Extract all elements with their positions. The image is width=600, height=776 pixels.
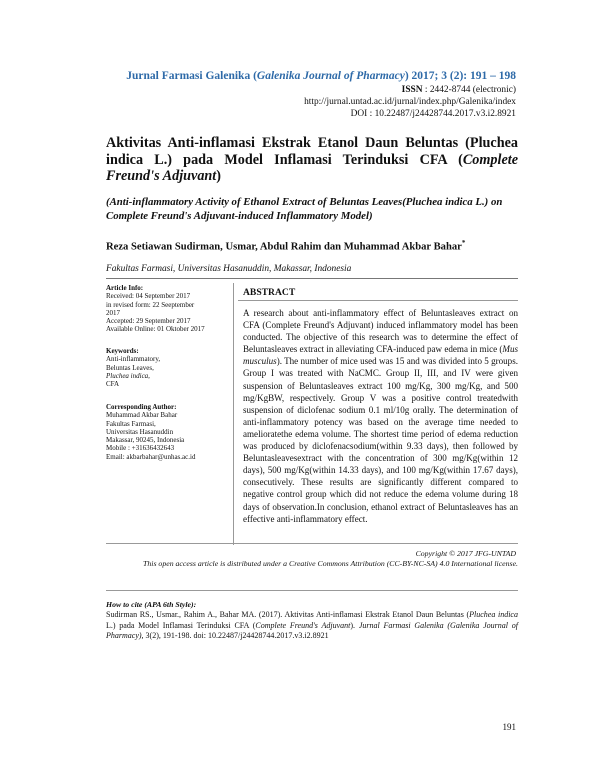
abstract-species: Mus musculus bbox=[243, 344, 518, 367]
keywords bbox=[106, 347, 230, 388]
keyword-item: Pluchea indica, bbox=[106, 371, 150, 380]
abstract-part-1: A research about anti-inflammatory effect of Beluntasleaves extract on CFA (Complete Freund's Adjuvant) induced inflammatory model has been conducted. The objective of this research was to determine the effect of Beluntasleaves extract in alleviating CFA-induced paw edema in mice ( bbox=[243, 308, 518, 355]
abstract-heading: ABSTRACT bbox=[243, 287, 296, 298]
cite-part-1: Sudirman RS., Usmar., Rahim A., Bahar MA. (2017). Aktivitas Anti-inflamasi Ekstrak Etanol Daun Beluntas ( bbox=[106, 610, 470, 619]
corresponding-line: Fakultas Farmasi, bbox=[106, 419, 156, 428]
corresponding-line: Mobile : +31636432643 bbox=[106, 444, 175, 453]
page-number: 191 bbox=[502, 722, 516, 732]
author-list bbox=[106, 239, 465, 253]
journal-url[interactable]: http://jurnal.untad.ac.id/jurnal/index.php/Galenika/index bbox=[304, 97, 516, 107]
cite-journal: Jurnal Farmasi Galenika (Galenika Journal of Pharmacy), bbox=[106, 620, 518, 641]
divider bbox=[106, 590, 518, 591]
abstract-divider bbox=[238, 300, 518, 301]
column-divider bbox=[233, 283, 234, 545]
abstract-part-2: ). The number of mice used was 15 and was divided into 5 groups. Group I was treated with NaCMC. Group II, III, and IV were given suspension of Beluntasleaves extract 100 mg/Kg, 300 mg/Kg, and 500 mg/KgBW, respectively. Group V was a positive control treatedwith suspension of diclofenac sodium 0.1 ml/10g orally. The determination of anti-inflammatory potency was based on the average time needed to amelioratethe edema volume. The shortest time period of edema reduction was produced by diclofenacsodium(within 9.33 days), then followed by Beluntasleavesextract with the concentration of 300 mg/Kg(within 12 days), 500 mg/Kg(within 14.33 days), and 100 mg/Kg(within 17.67 days), consecutively. These results are significantly different compared to negative control group which did not reduce the edema volume during 18 days of observation.In conclusion, ethanol extract of Beluntasleaves has an effective anti-inflammatory effect. bbox=[243, 356, 518, 524]
article-info bbox=[106, 284, 230, 334]
cite-part-3: ). bbox=[350, 620, 359, 630]
received-date: Received: 04 September 2017 bbox=[106, 292, 191, 301]
journal-name-en: Galenika Journal of Pharmacy bbox=[256, 70, 405, 82]
license-text: This open access article is distributed under a Creative Commons Attribution (CC-BY-NC-SA) 4.0 International license. bbox=[143, 559, 518, 568]
paper-title bbox=[106, 135, 518, 185]
accepted-date: Accepted: 29 September 2017 bbox=[106, 317, 191, 326]
article-info-heading: Article Info: bbox=[106, 284, 144, 292]
title-main: Aktivitas Anti-inflamasi Ekstrak Etanol Daun Beluntas (Pluchea indica L.) pada Model Inflamasi Terinduksi CFA ( bbox=[106, 135, 518, 168]
affiliation: Fakultas Farmasi, Universitas Hasanuddin, Makassar, Indonesia bbox=[106, 264, 352, 274]
title-close: ) bbox=[216, 168, 221, 184]
divider bbox=[106, 278, 518, 279]
issn-line bbox=[402, 85, 516, 95]
cite-heading: How to cite (APA 6th Style): bbox=[106, 600, 197, 609]
issn-value: : 2442-8744 (electronic) bbox=[424, 85, 516, 95]
journal-volume: ) 2017; 3 (2): 191 – 198 bbox=[404, 70, 516, 82]
cite-part-4: 3(2), 191-198. doi: 10.22487/j24428744.2017.v3.i2.8921 bbox=[143, 631, 329, 641]
keywords-heading: Keywords: bbox=[106, 347, 139, 355]
keyword-item: CFA bbox=[106, 380, 120, 389]
cite-species: Pluchea indica bbox=[469, 610, 518, 619]
title-italic: Complete Freund's Adjuvant bbox=[106, 151, 518, 184]
corresponding-line: Muhammad Akbar Bahar bbox=[106, 411, 178, 420]
corresponding-line: Makassar, 90245, Indonesia bbox=[106, 436, 185, 445]
issn-label: ISSN bbox=[401, 85, 423, 95]
online-date: Available Online: 01 Oktober 2017 bbox=[106, 325, 205, 334]
keyword-item: Beluntas Leaves, bbox=[106, 363, 154, 372]
cite-cfa: Complete Freund's Adjuvant bbox=[255, 620, 351, 630]
corresponding-line: Universitas Hasanuddin bbox=[106, 427, 174, 436]
citation-text bbox=[106, 610, 518, 642]
keyword-item: Anti-inflammatory, bbox=[106, 355, 161, 364]
journal-citation-header: Jurnal Farmasi Galenika (Galenika Journal of Pharmacy) 2017; 3 (2): 191 – 198 bbox=[126, 70, 516, 82]
corresponding-email[interactable]: Email: akbarbahar@unhas.ac.id bbox=[106, 452, 196, 461]
doi[interactable]: DOI : 10.22487/j24428744.2017.v3.i2.8921 bbox=[350, 109, 516, 119]
revised-year: 2017 bbox=[106, 308, 120, 317]
author-names: Reza Setiawan Sudirman, Usmar, Abdul Rahim dan Muhammad Akbar Bahar bbox=[106, 241, 462, 253]
paper-title-english: (Anti-inflammatory Activity of Ethanol Extract of Beluntas Leaves(Pluchea indica L.) on Complete Freund's Adjuvant-induced Inflammatory Model) bbox=[106, 196, 503, 222]
abstract-text bbox=[243, 307, 518, 525]
corresponding-heading: Corresponding Author: bbox=[106, 403, 177, 411]
journal-name: Jurnal Farmasi Galenika bbox=[126, 70, 251, 82]
cite-part-2: L.) pada Model Inflamasi Terinduksi CFA ( bbox=[106, 620, 256, 630]
divider bbox=[106, 543, 518, 544]
copyright: Copyright © 2017 JFG-UNTAD bbox=[415, 549, 516, 558]
corresponding-author bbox=[106, 403, 230, 461]
corresponding-marker: * bbox=[461, 239, 466, 247]
revised-date: in revised form: 22 Seeptember bbox=[106, 300, 195, 309]
